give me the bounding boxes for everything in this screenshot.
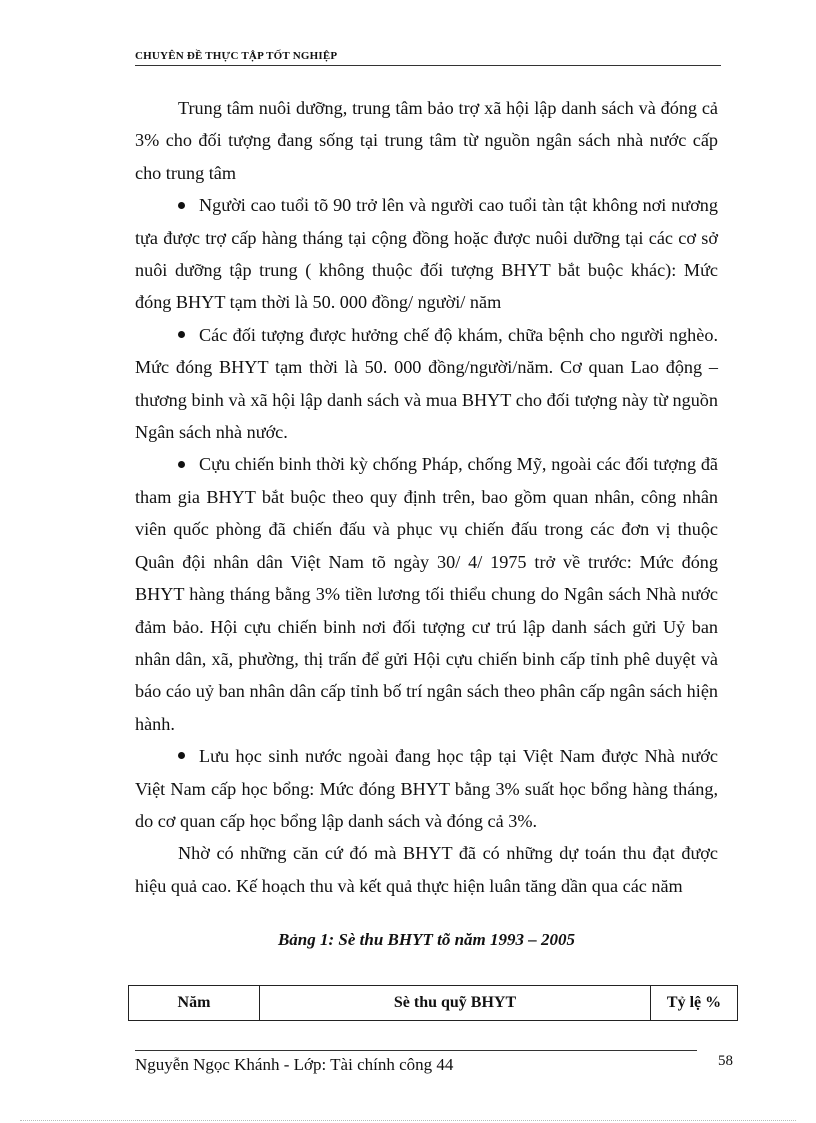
column-header-year: Năm: [129, 986, 260, 1021]
column-header-revenue: Sè thu quỹ BHYT: [260, 986, 651, 1021]
bullet-text: Cựu chiến binh thời kỳ chống Pháp, chống Mỹ, ngoài các đối tượng đã tham gia BHYT bắt buộc theo quy định trên, bao gồm quan nhân, công nhân viên quốc phòng đã chiến đấu và phục vụ chiến đấu trong các đơn vị thuộc Quân đội nhân dân Việt Nam tõ ngày 30/ 4/ 1975 trở về trước: Mức đóng BHYT hàng tháng bằng 3% tiền lương tối thiểu chung do Ngân sách Nhà nước đảm bảo. Hội cựu chiến binh nơi đối tượng cư trú lập danh sách gửi Uỷ ban nhân dân, xã, phường, thị trấn để gửi Hội cựu chiến binh cấp tỉnh phê duyệt và báo cáo uỷ ban nhân dân cấp tỉnh bố trí ngân sách theo phân cấp ngân sách hiện hành.: [135, 454, 718, 734]
bullet-icon: [178, 202, 185, 209]
bullet-text: Các đối tượng được hưởng chế độ khám, chữa bệnh cho người nghèo. Mức đóng BHYT tạm thời là 50. 000 đồng/người/năm. Cơ quan Lao động – thương binh và xã hội lập danh sách và mua BHYT cho đối tượng này từ nguồn Ngân sách nhà nước.: [135, 324, 718, 443]
revenue-table: [128, 985, 738, 1021]
paragraph: Trung tâm nuôi dưỡng, trung tâm bảo trợ xã hội lập danh sách và đóng cả 3% cho đối tượng đang sống tại trung tâm từ nguồn ngân sách nhà nước cấp cho trung tâm: [135, 98, 718, 183]
paragraph: Nhờ có những căn cứ đó mà BHYT đã có những dự toán thu đạt được hiệu quả cao. Kế hoạch thu và kết quả thực hiện luân tăng dần qua các năm: [135, 843, 718, 896]
footer-divider: [135, 1050, 697, 1051]
page-edge-divider: [20, 1120, 796, 1121]
footer-author: Nguyễn Ngọc Khánh - Lớp: Tài chính công 44: [135, 1055, 454, 1074]
bullet-text: Người cao tuổi tõ 90 trở lên và người cao tuổi tàn tật không nơi nương tựa được trợ cấp hàng tháng tại cộng đồng hoặc được nuôi dưỡng tại các cơ sở nuôi dưỡng tập trung ( không thuộc đối tượng BHYT bắt buộc khác): Mức đóng BHYT tạm thời là 50. 000 đồng/ người/ năm: [135, 195, 718, 313]
bullet-icon: [178, 331, 185, 338]
table-caption: Bảng 1: Sè thu BHYT tõ năm 1993 – 2005: [277, 930, 576, 949]
document-body: [135, 92, 718, 902]
bullet-item: [135, 740, 718, 837]
bullet-item: [135, 189, 718, 319]
bullet-item: [135, 319, 718, 449]
bullet-item: [135, 448, 718, 740]
bullet-icon: [178, 461, 185, 468]
bullet-text: Lưu học sinh nước ngoài đang học tập tại Việt Nam được Nhà nước Việt Nam cấp học bổng: Mức đóng BHYT bằng 3% suất học bổng hàng tháng, do cơ quan cấp học bổng lập danh sách và đóng cả 3%.: [135, 746, 718, 831]
page-number: 58: [718, 1053, 733, 1069]
bullet-icon: [178, 752, 185, 759]
page-header: CHUYÊN ĐỀ THỰC TẬP TỐT NGHIỆP: [135, 50, 721, 66]
column-header-ratio: Tỷ lệ %: [651, 986, 738, 1021]
table-header-row: [129, 986, 738, 1021]
